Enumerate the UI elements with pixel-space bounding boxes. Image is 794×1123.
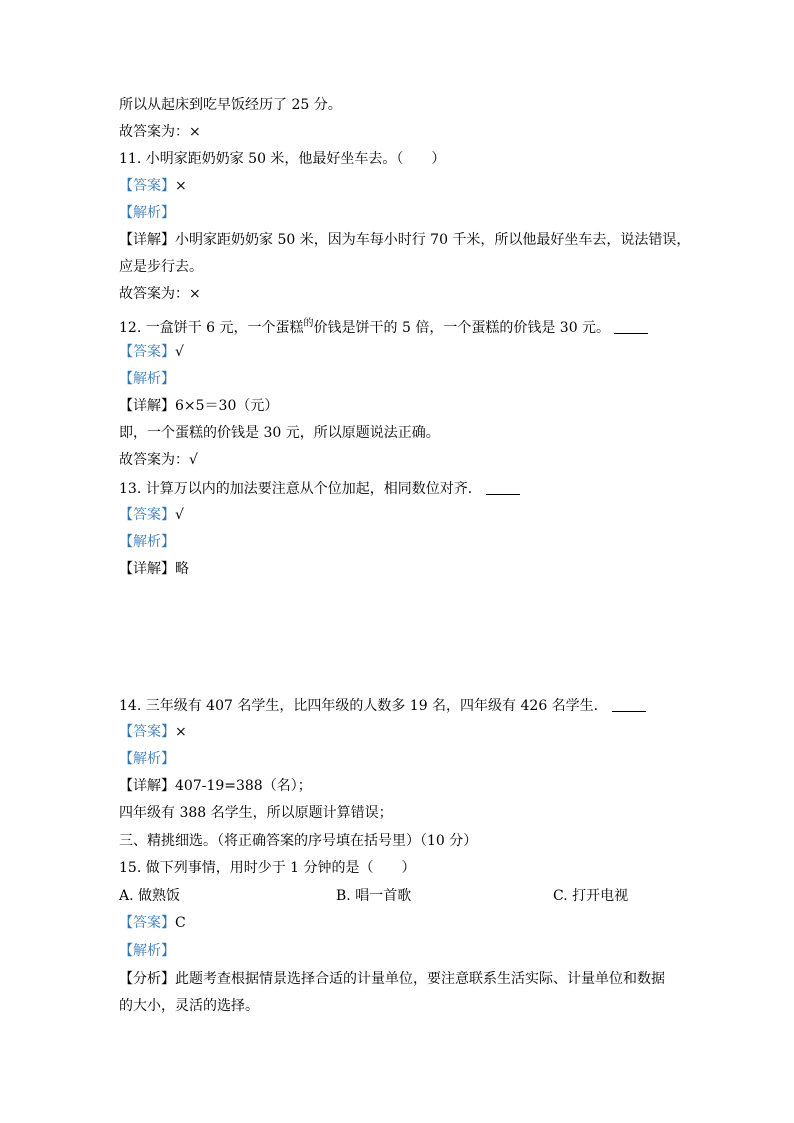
detail-line	[119, 230, 690, 250]
question-14	[119, 696, 646, 716]
question-text: 13. 计算万以内的加法要注意从个位加起，相同数位对齐．	[119, 481, 482, 497]
question-13	[119, 479, 520, 499]
question-sup: 的	[303, 318, 314, 329]
answer-value: ×	[175, 724, 187, 740]
answer-tag: 【答案】	[119, 915, 175, 931]
analysis-tag: 【解析】	[119, 751, 175, 767]
option-c: C. 打开电视	[553, 888, 629, 904]
answer-tag: 【答案】	[119, 507, 175, 523]
fenxi-line-2: 的大小，灵活的选择。	[119, 998, 259, 1014]
section-heading: 三、精挑细选。（将正确答案的序号填在括号里）（10 分）	[119, 833, 478, 849]
detail-line-2: 四年级有 388 名学生，所以原题计算错误；	[119, 805, 393, 821]
detail-line-2: 即，一个蛋糕的价钱是 30 元，所以原题说法正确。	[119, 425, 440, 441]
fenxi-text: 此题考查根据情景选择合适的计量单位，要注意联系生活实际、计量单位和数据	[175, 971, 665, 987]
detail-line	[119, 559, 189, 579]
answer-line	[119, 913, 186, 933]
option-b: B. 唱一首歌	[336, 888, 412, 904]
detail-tag: 【详解】	[119, 398, 175, 414]
analysis-tag: 【解析】	[119, 371, 175, 387]
text-line: 所以从起床到吃早饭经历了 25 分。	[119, 97, 342, 113]
detail-tag: 【详解】	[119, 778, 175, 794]
detail-line	[119, 396, 278, 416]
answer-blank	[612, 697, 646, 712]
detail-tag: 【详解】	[119, 232, 175, 248]
question-text: 12. 一盒饼干 6 元，一个蛋糕	[119, 320, 304, 336]
answer-value: C	[175, 915, 186, 931]
detail-tag: 【详解】	[119, 561, 175, 577]
question-12	[119, 318, 648, 340]
question-text: 价钱是饼干的 5 倍，一个蛋糕的价钱是 30 元。	[313, 320, 611, 336]
answer-line	[119, 722, 187, 742]
fenxi-line	[119, 969, 665, 989]
answer-tag: 【答案】	[119, 344, 175, 360]
final-answer: 故答案为：√	[119, 452, 198, 468]
question-11: 11. 小明家距奶奶家 50 米，他最好坐车去。（ ）	[119, 151, 446, 167]
text-line: 故答案为：×	[119, 124, 201, 140]
answer-value: √	[175, 507, 184, 523]
detail-line-2: 应是步行去。	[119, 259, 203, 275]
final-answer: 故答案为：×	[119, 286, 201, 302]
answer-tag: 【答案】	[119, 724, 175, 740]
answer-blank	[614, 319, 648, 334]
detail-text: 略	[175, 561, 189, 577]
detail-line	[119, 776, 312, 796]
option-a: A. 做熟饭	[119, 888, 181, 904]
answer-value: ×	[175, 178, 187, 194]
answer-line	[119, 342, 184, 362]
detail-text: 小明家距奶奶家 50 米，因为车每小时行 70 千米，所以他最好坐车去，说法错误，	[175, 232, 691, 248]
answer-line	[119, 176, 187, 196]
question-text: 14. 三年级有 407 名学生，比四年级的人数多 19 名，四年级有 426 名学生．	[119, 698, 608, 714]
answer-line	[119, 505, 184, 525]
fenxi-tag: 【分析】	[119, 971, 175, 987]
answer-tag: 【答案】	[119, 178, 175, 194]
question-15: 15. 做下列事情，用时少于 1 分钟的是（ ）	[119, 860, 416, 876]
analysis-tag: 【解析】	[119, 205, 175, 221]
detail-text: 407-19=388（名）；	[175, 778, 312, 794]
detail-text: 6×5＝30（元）	[175, 398, 279, 414]
answer-blank	[486, 480, 520, 495]
analysis-tag: 【解析】	[119, 943, 175, 959]
analysis-tag: 【解析】	[119, 534, 175, 550]
answer-value: √	[175, 344, 184, 360]
